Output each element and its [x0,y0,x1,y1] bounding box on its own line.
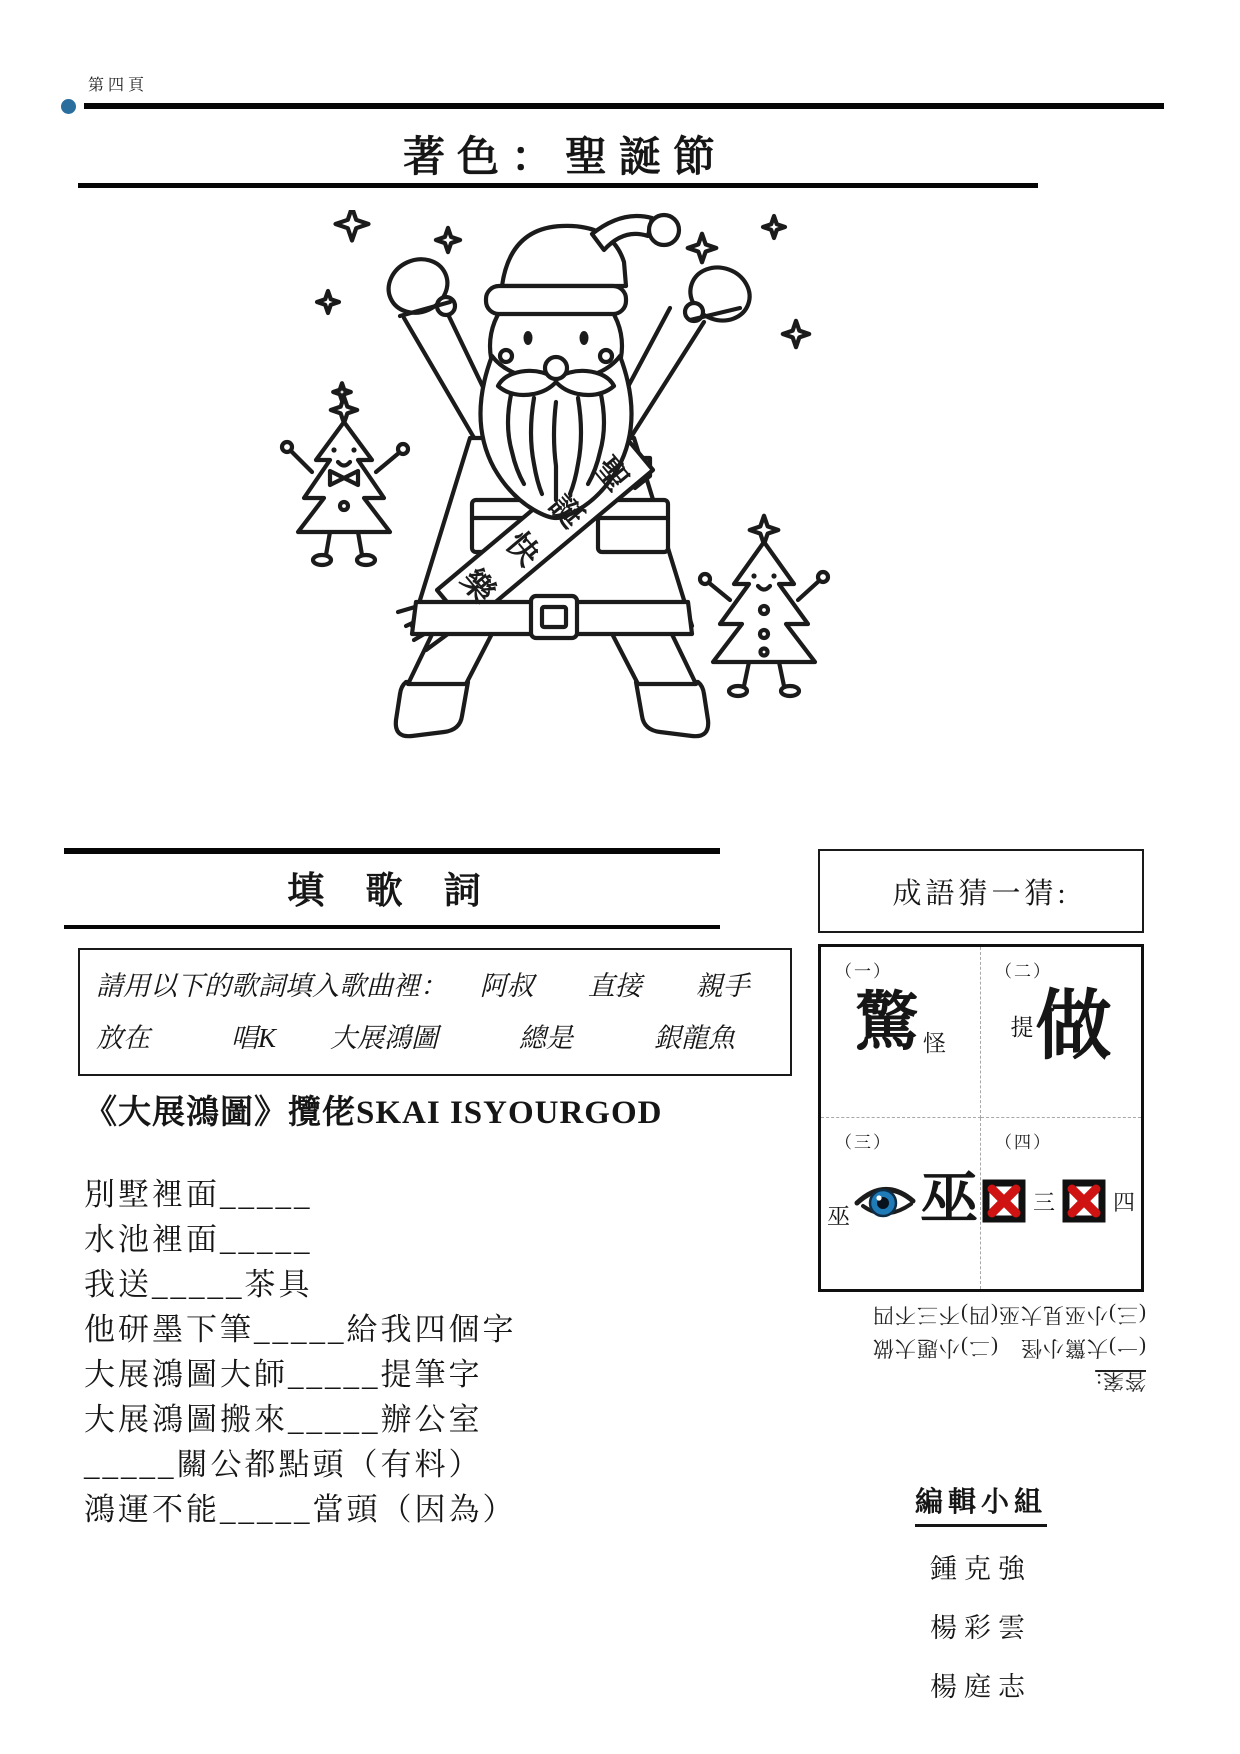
page-number: 第四頁 [88,77,149,94]
crossed-box-icon [981,1178,1027,1224]
christmas-tree-left [282,397,408,565]
idiom-quiz-title: 成語猜一猜: [892,877,1070,910]
title-divider [78,183,1038,188]
word-bank-row-1: 阿叔 直接 親手 [479,971,750,1001]
answers-row-1: (一)大驚小怪 (二)小題大做 [872,1336,1146,1360]
editorial-member: 楊庭志 [930,1672,1032,1702]
santa-coloring-illustration [272,210,832,762]
idiom-cell-3-label: （三） [835,1133,892,1152]
star-icon [783,321,809,347]
lyric-line: 鴻運不能_____當頭（因為） [84,1492,517,1527]
idiom-answers-upside-down [816,1298,1146,1397]
idiom-cell-4-label: （四） [995,1133,1052,1152]
instruction-line-2 [96,1012,774,1064]
editorial-team [818,1480,1144,1704]
editorial-title: 編輯小組 [915,1480,1047,1527]
svg-text:誕: 誕 [542,487,592,535]
santa-figure [380,215,757,736]
header-divider [84,103,1164,109]
idiom-cell-3-big-char: 巫 [919,1166,978,1231]
svg-text:樂: 樂 [453,562,503,610]
lyric-line: 大展鴻圖大師_____提筆字 [84,1357,483,1392]
instruction-intro: 請用以下的歌詞填入歌曲裡： [96,971,447,1001]
instruction-box [78,948,792,1076]
idiom-cell-3 [821,1118,981,1289]
lyric-line: 他研墨下筆_____給我四個字 [84,1312,517,1347]
lyric-line: 水池裡面_____ [84,1222,313,1257]
idiom-quiz-grid [818,944,1144,1292]
section-divider-bottom [64,925,720,929]
eye-icon [852,1175,918,1223]
idiom-cell-3-small-char: 巫 [826,1204,850,1229]
idiom-cell-1-label: （一） [835,962,892,981]
instruction-line-1 [96,960,774,1012]
svg-text:快: 快 [498,525,548,573]
bullet-dot [61,99,76,114]
answers-label: 答案: [1095,1369,1146,1393]
idiom-cell-4-char-1: 三 [1032,1189,1055,1215]
word-bank-row-2: 放在 唱K 大展鴻圖 總是 銀龍魚 [96,1023,736,1053]
lyric-line: 我送_____茶具 [84,1267,313,1302]
star-icon [317,291,339,313]
page-title: 著色：聖誕節 [402,135,727,181]
crossed-box-icon [1061,1178,1107,1224]
idiom-cell-1-big-char: 驚 [855,987,919,1058]
song-title: 《大展鴻圖》攬佬SKAI ISYOURGOD [84,1095,663,1131]
idiom-cell-4-char-2: 四 [1112,1189,1135,1215]
idiom-cell-2 [981,947,1141,1118]
star-icon [688,234,717,263]
editorial-member: 楊彩雲 [930,1613,1032,1643]
star-icon [763,216,785,238]
lyric-line: 大展鴻圖搬來_____辦公室 [84,1402,483,1437]
idiom-cell-1 [821,947,981,1118]
star-icon [336,210,369,241]
svg-text:聖: 聖 [587,450,637,498]
lyric-line: 別墅裡面_____ [84,1177,313,1212]
answers-row-2: (三)小巫見大巫(四)不三不四 [872,1303,1146,1327]
editorial-member: 鍾克強 [930,1554,1032,1584]
idiom-cell-4 [981,1118,1141,1289]
lyric-line: _____關公都點頭（有料） [84,1447,483,1482]
idiom-cell-1-small-char: 怪 [923,1031,946,1056]
section-divider-top [64,848,720,854]
christmas-tree-right [700,516,828,696]
idiom-cell-2-big-char: 做 [1035,985,1112,1069]
idiom-cell-2-label: （二） [995,962,1052,981]
lyrics-section-title: 填 歌 詞 [287,871,497,912]
star-icon [436,228,460,252]
idiom-quiz-title-box [818,849,1144,933]
lyrics-block [84,1172,517,1532]
idiom-cell-2-small-char: 提 [1010,1014,1034,1040]
